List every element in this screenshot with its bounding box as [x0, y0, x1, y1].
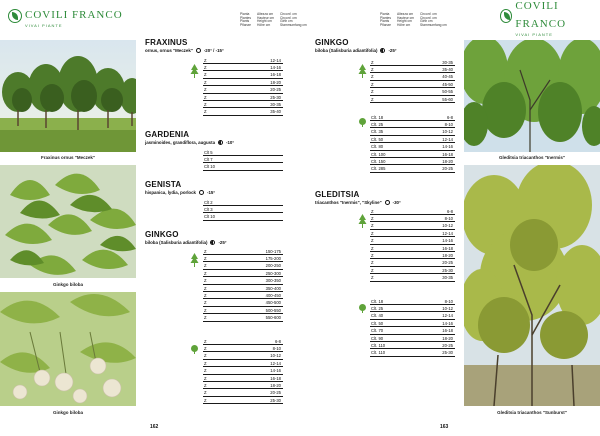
table-row — [203, 278, 283, 285]
company-logo-left — [8, 6, 123, 26]
size-range: 16-18 — [270, 72, 281, 78]
size-range: 350-400 — [265, 285, 281, 291]
species-subtitle — [145, 48, 285, 53]
size-range: 8-10 — [444, 298, 453, 304]
table-row — [370, 305, 455, 312]
legend-text: Pianta — [380, 12, 390, 16]
size-code: Z — [371, 66, 374, 72]
size-code: Clt. 90 — [371, 335, 384, 341]
genus-title: GARDENIA — [145, 130, 190, 139]
table-row — [203, 307, 283, 314]
table-row — [203, 368, 283, 375]
table-row — [370, 129, 455, 136]
size-range: 200-250 — [265, 263, 281, 269]
size-code: Z — [204, 368, 207, 374]
size-code: Z — [371, 74, 374, 80]
size-code: Z — [204, 79, 207, 85]
legend-text: Pflanze — [240, 22, 251, 27]
size-code: Z — [371, 89, 374, 95]
section-gleditsia — [315, 190, 460, 205]
size-range: 10-12 — [442, 305, 453, 311]
legend-text: Höhe cm — [257, 22, 271, 27]
table-row — [370, 335, 455, 342]
legend-text: Circonf. cm — [280, 15, 297, 20]
legend-left — [240, 13, 307, 27]
hardiness-temp: -25° — [388, 48, 397, 53]
sun-icon — [196, 48, 201, 53]
table-row — [203, 57, 283, 64]
size-code: Z — [204, 109, 207, 115]
size-range: 20-25 — [270, 87, 281, 93]
table-row — [370, 328, 455, 335]
size-code: Clt. 18 — [371, 298, 384, 304]
legend-text: Plants — [240, 19, 250, 24]
table-row — [370, 121, 455, 128]
section-genista — [145, 180, 285, 195]
photo-caption: Ginkgo biloba — [53, 282, 83, 287]
size-code: Clt. 25 — [371, 121, 384, 127]
size-code: Clt 7 — [204, 156, 213, 162]
size-range: 35-40 — [442, 66, 453, 72]
table-row — [203, 397, 283, 404]
size-code: Z — [204, 57, 207, 63]
size-range: 175-200 — [265, 255, 281, 261]
half-sun-icon — [380, 48, 385, 53]
table-row — [203, 64, 283, 71]
table-row — [370, 313, 455, 320]
tree-form-icon — [190, 253, 199, 267]
size-code: Z — [371, 81, 374, 87]
size-code: Z — [371, 245, 374, 251]
size-code: Z — [204, 353, 207, 359]
table-row — [203, 345, 283, 352]
legend-text: Girth cm — [280, 19, 293, 24]
species-subtitle — [145, 140, 285, 145]
photo-ginkgo-leaves — [0, 165, 136, 278]
logo-name: COVILI FRANCO — [25, 8, 123, 21]
species-text: biloba (Salisburia adiantifolia) — [145, 240, 208, 245]
size-range: 12-14 — [270, 360, 281, 366]
size-code: Clt. 50 — [371, 320, 384, 326]
legend-text: Altezza cm — [257, 12, 274, 16]
table-row — [203, 156, 283, 163]
tree-form-icon — [358, 214, 367, 228]
table-row — [203, 292, 283, 299]
table-row — [370, 267, 455, 274]
size-code: Z — [204, 285, 207, 291]
table-row — [370, 136, 455, 143]
photo-caption: Fraxinus ornus "Meczek" — [40, 155, 96, 160]
table-row — [370, 96, 455, 103]
species-subtitle — [315, 200, 460, 205]
table-row — [203, 164, 283, 171]
legend-text: Circonf. cm — [420, 15, 437, 20]
standard-tree-icon — [190, 345, 199, 354]
size-code: Z — [371, 208, 374, 214]
tree-form-icon — [190, 64, 199, 78]
size-code: Z — [204, 248, 207, 254]
leaf-logo-icon — [8, 9, 22, 23]
size-range: 450-500 — [265, 300, 281, 306]
size-range: 10-12 — [442, 129, 453, 135]
size-range: 20-25 — [442, 260, 453, 266]
legend-text: Altezza cm — [397, 12, 414, 16]
size-range: 6-8 — [446, 114, 453, 120]
table-row — [370, 223, 455, 230]
legend-text: Plantes — [380, 15, 391, 20]
hardiness-temp: -10° — [226, 140, 235, 145]
table-row — [203, 360, 283, 367]
size-range: 18-20 — [270, 79, 281, 85]
size-code: Clt. 18 — [371, 114, 384, 120]
photo-gleditsia-inermis — [464, 40, 600, 152]
species-subtitle — [145, 240, 285, 245]
size-code: Z — [204, 345, 207, 351]
size-code: Z — [204, 278, 207, 284]
company-logo-right — [500, 0, 600, 37]
table-row — [370, 66, 455, 73]
table-row — [203, 109, 283, 116]
table-row — [203, 390, 283, 397]
size-range: 20-25 — [442, 166, 453, 172]
size-range: 16-18 — [442, 245, 453, 251]
size-range: 16-18 — [270, 375, 281, 381]
table-row — [203, 72, 283, 79]
half-sun-icon — [218, 140, 223, 145]
genus-title: FRAXINUS — [145, 38, 188, 47]
size-code: Z — [204, 292, 207, 298]
table-row — [203, 300, 283, 307]
size-range: 45-50 — [442, 81, 453, 87]
table-row — [203, 338, 283, 345]
size-range: 10-12 — [270, 353, 281, 359]
standard-tree-icon — [358, 118, 367, 127]
table-row — [370, 238, 455, 245]
size-code: Z — [204, 64, 207, 70]
size-code: Z — [204, 382, 207, 388]
size-code: Clt. 110 — [371, 342, 386, 348]
table-row — [203, 94, 283, 101]
size-range: 550-600 — [265, 315, 281, 321]
size-code: Z — [204, 255, 207, 261]
legend-text: Height cm — [257, 19, 272, 24]
size-range: 25-30 — [442, 267, 453, 273]
photo-caption: Ginkgo biloba — [53, 410, 83, 415]
table-row — [370, 298, 455, 305]
table-row — [203, 149, 283, 156]
table-row — [370, 260, 455, 267]
table-row — [203, 79, 283, 86]
size-range: 25-30 — [442, 350, 453, 356]
species-text: hispanica, lydia, porlock — [145, 190, 196, 195]
size-code: Z — [371, 96, 374, 102]
table-row — [370, 81, 455, 88]
table-row — [370, 252, 455, 259]
size-code: Z — [371, 223, 374, 229]
size-code: Z — [204, 397, 207, 403]
section-ginkgo-left — [145, 230, 285, 245]
table-row — [370, 89, 455, 96]
size-code: Z — [204, 300, 207, 306]
legend-text: Hauteur cm — [257, 15, 275, 20]
size-code: Z — [371, 230, 374, 236]
size-code: Z — [371, 238, 374, 244]
size-range: 12-14 — [442, 136, 453, 142]
legend-text: Girth cm — [420, 19, 433, 24]
size-code: Z — [204, 87, 207, 93]
genus-title: GINKGO — [315, 38, 349, 47]
size-range: 300-350 — [265, 278, 281, 284]
size-code: Clt. 50 — [371, 136, 384, 142]
size-code: Z — [371, 260, 374, 266]
legend-text: Pianta — [240, 12, 250, 16]
size-range: 50-55 — [442, 89, 453, 95]
size-range: 18-20 — [270, 382, 281, 388]
size-range: 12-14 — [270, 57, 281, 63]
size-code: Z — [204, 360, 207, 366]
legend-text: Stammumfang cm — [420, 22, 447, 27]
size-code: Z — [204, 307, 207, 313]
size-code: Z — [204, 390, 207, 396]
size-range: 8-10 — [272, 345, 281, 351]
size-range: 6-8 — [446, 208, 453, 214]
size-range: 55-60 — [442, 96, 453, 102]
table-row — [370, 245, 455, 252]
photo-ginkgo-fruits — [0, 292, 136, 406]
page-number-right: 163 — [440, 424, 449, 430]
genus-title: GINKGO — [145, 230, 179, 239]
size-range: 25-30 — [270, 397, 281, 403]
size-code: Clt. 70 — [371, 328, 384, 334]
size-range: 30-35 — [442, 275, 453, 281]
size-code: Clt. 100 — [371, 151, 386, 157]
table-row — [370, 342, 455, 349]
photo-gleditsia-sunburst — [464, 165, 600, 406]
leaf-logo-icon — [500, 9, 512, 23]
species-text: jasminoides, grandiflora, augusta — [145, 140, 216, 145]
size-code: Z — [371, 59, 374, 65]
table-row — [370, 320, 455, 327]
table-row — [203, 382, 283, 389]
size-code: Z — [204, 315, 207, 321]
size-range: 250-300 — [265, 270, 281, 276]
table-row — [370, 215, 455, 222]
size-range: 20-25 — [442, 342, 453, 348]
table-row — [370, 151, 455, 158]
species-subtitle — [315, 48, 460, 53]
size-range: 30-35 — [442, 59, 453, 65]
size-range: 500-550 — [265, 307, 281, 313]
size-code: Clt. 110 — [371, 350, 386, 356]
size-code: Clt. 285 — [371, 166, 386, 172]
size-code: Clt. 35 — [371, 129, 384, 135]
legend-text: Height cm — [397, 19, 412, 24]
hardiness-temp: -20° / -15° — [203, 48, 224, 53]
table-row — [203, 285, 283, 292]
table-row — [203, 263, 283, 270]
table-row — [203, 206, 283, 213]
size-range: 25-30 — [270, 94, 281, 100]
legend-right — [380, 13, 447, 27]
size-code: Z — [204, 338, 207, 344]
table-row — [203, 375, 283, 382]
photo-caption: Gleditsia triacanthos "Inermis" — [498, 155, 566, 160]
table-row — [370, 275, 455, 282]
size-code: Z — [371, 267, 374, 273]
table-row — [370, 166, 455, 173]
logo-sub: VIVAI PIANTE — [515, 31, 553, 37]
logo-sub: VIVAI PIANTE — [25, 22, 63, 28]
table-row — [370, 114, 455, 121]
standard-tree-icon — [358, 304, 367, 313]
table-row — [203, 255, 283, 262]
table-row — [203, 214, 283, 221]
size-range: 35-40 — [270, 109, 281, 115]
table-row — [370, 59, 455, 66]
legend-text: Circonf. cm — [420, 12, 437, 16]
photo-caption: Gleditsia triacanthos "Sunburst" — [497, 410, 567, 415]
size-range: 14-16 — [442, 320, 453, 326]
size-range: 14-16 — [270, 64, 281, 70]
size-range: 18-20 — [442, 252, 453, 258]
size-range: 14-16 — [442, 144, 453, 150]
size-range: 16-18 — [442, 328, 453, 334]
table-row — [203, 353, 283, 360]
size-code: Clt 2 — [204, 199, 213, 205]
table-row — [203, 87, 283, 94]
table-row — [203, 315, 283, 322]
species-text: ornus, ornus "Meczek" — [145, 48, 193, 53]
table-row — [203, 270, 283, 277]
size-code: Clt. 80 — [371, 144, 384, 150]
species-subtitle — [145, 190, 285, 195]
size-code: Z — [204, 94, 207, 100]
section-ginkgo-right — [315, 38, 460, 53]
size-code: Clt 10 — [204, 164, 215, 170]
sun-icon — [385, 200, 390, 205]
genus-title: GENISTA — [145, 180, 182, 189]
size-range: 18-20 — [442, 158, 453, 164]
legend-text: Höhe cm — [397, 22, 411, 27]
legend-text: Stammumfang cm — [280, 22, 307, 27]
size-range: 14-16 — [442, 238, 453, 244]
size-range: 6-8 — [274, 338, 281, 344]
size-code: Z — [204, 101, 207, 107]
size-code: Z — [371, 252, 374, 258]
size-code: Z — [371, 275, 374, 281]
size-code: Clt. 25 — [371, 305, 384, 311]
size-code: Z — [204, 263, 207, 269]
size-code: Clt. 150 — [371, 158, 386, 164]
size-range: 40-45 — [442, 74, 453, 80]
legend-text: Plantes — [240, 15, 251, 20]
size-range: 20-25 — [270, 390, 281, 396]
page-number-left: 162 — [150, 424, 159, 430]
legend-text: Circonf. cm — [280, 12, 297, 16]
legend-text: Plants — [380, 19, 390, 24]
size-range: 10-12 — [442, 223, 453, 229]
photo-fraxinus — [0, 40, 136, 152]
table-row — [370, 144, 455, 151]
size-range: 12-14 — [442, 230, 453, 236]
size-range: 30-35 — [270, 101, 281, 107]
size-code: Z — [204, 375, 207, 381]
tree-form-icon — [358, 64, 367, 78]
size-code: Clt. 40 — [371, 313, 384, 319]
section-fraxinus — [145, 38, 285, 53]
logo-name: COVILI FRANCO — [515, 0, 567, 30]
species-text: biloba (Salisburia adiantifolia) — [315, 48, 378, 53]
size-code: Z — [371, 215, 374, 221]
size-range: 8-10 — [444, 215, 453, 221]
genus-title: GLEDITSIA — [315, 190, 360, 199]
table-row — [203, 248, 283, 255]
table-row — [203, 101, 283, 108]
table-row — [370, 158, 455, 165]
size-range: 16-18 — [442, 151, 453, 157]
table-row — [203, 199, 283, 206]
sun-icon — [199, 190, 204, 195]
size-code: Clt 10 — [204, 214, 215, 220]
half-sun-icon — [210, 240, 215, 245]
size-code: Clt 5 — [204, 149, 213, 155]
table-row — [370, 350, 455, 357]
table-row — [370, 208, 455, 215]
size-range: 8-10 — [444, 121, 453, 127]
size-code: Z — [204, 72, 207, 78]
size-range: 18-20 — [442, 335, 453, 341]
size-range: 400-450 — [265, 292, 281, 298]
size-range: 12-14 — [442, 313, 453, 319]
size-code: Clt 3 — [204, 206, 213, 212]
species-text: triacanthos "Inermis", "Skyline" — [315, 200, 382, 205]
hardiness-temp: -15° — [207, 190, 216, 195]
hardiness-temp: -25° — [218, 240, 227, 245]
legend-text: Hauteur cm — [397, 15, 415, 20]
section-gardenia — [145, 130, 285, 145]
hardiness-temp: -30° — [392, 200, 401, 205]
table-row — [370, 230, 455, 237]
size-range: 150-175 — [265, 248, 281, 254]
table-row — [370, 74, 455, 81]
size-range: 14-16 — [270, 368, 281, 374]
size-code: Z — [204, 270, 207, 276]
legend-text: Pflanze — [380, 22, 391, 27]
